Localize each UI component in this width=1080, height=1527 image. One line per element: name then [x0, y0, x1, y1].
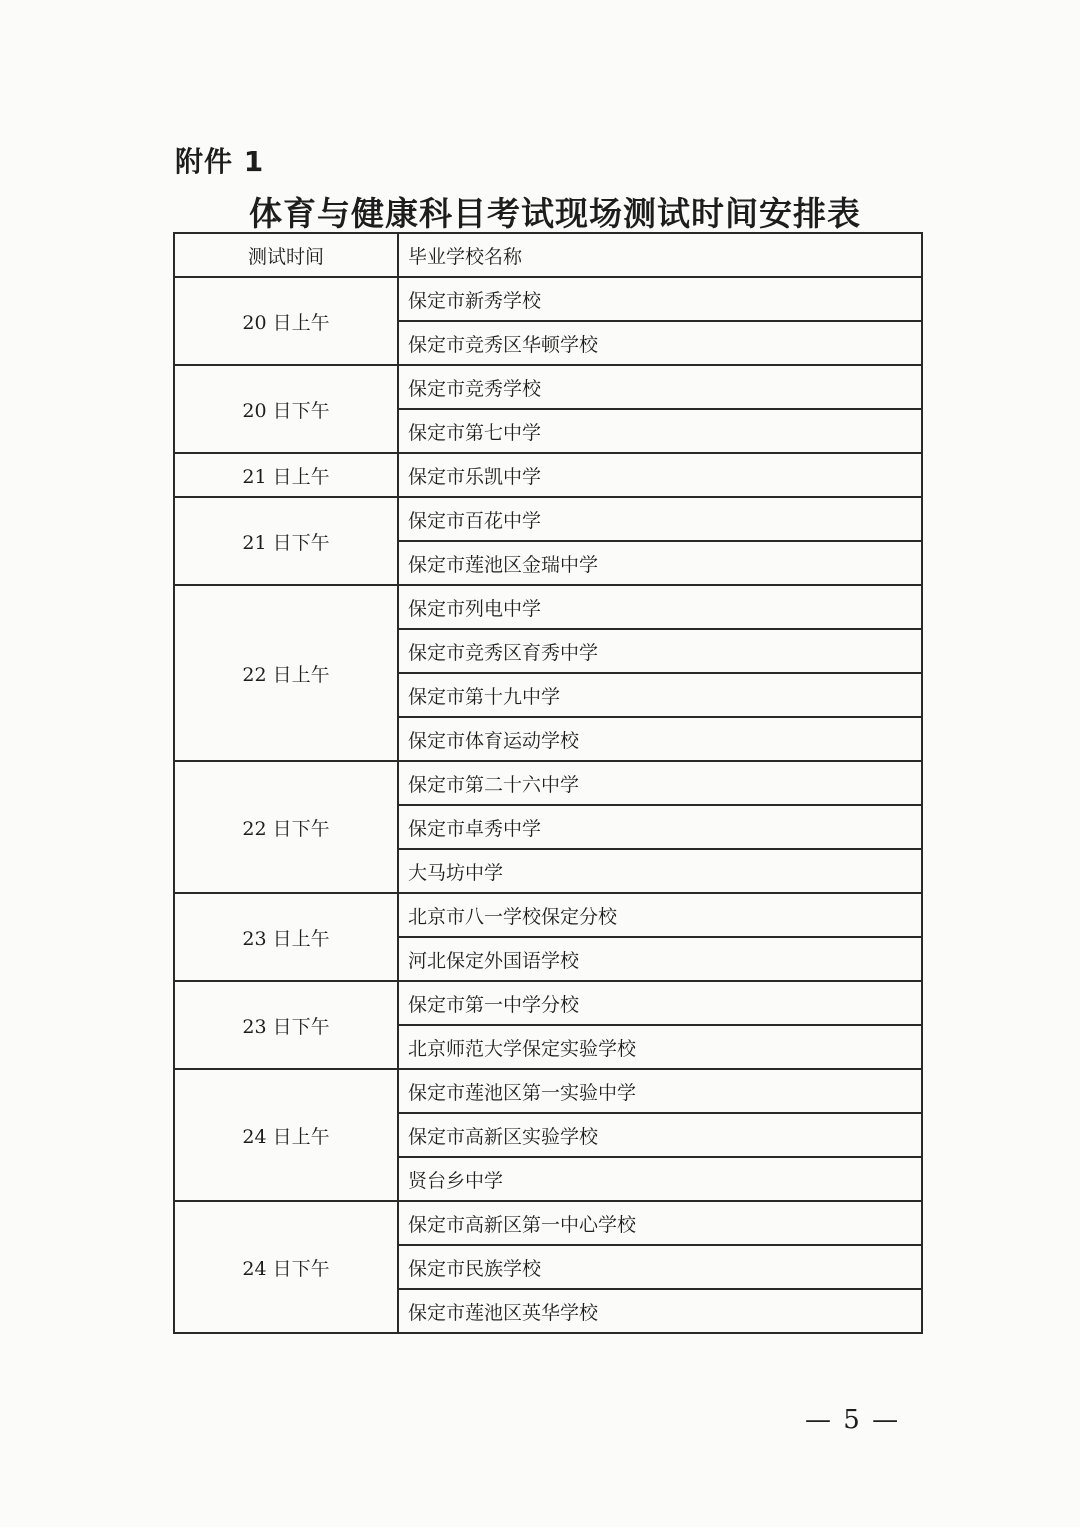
- table-row: [174, 497, 922, 541]
- table-header-row: [174, 233, 922, 277]
- school-name-cell: 保定市高新区实验学校: [398, 1113, 922, 1157]
- attachment-label: 附件 1: [175, 145, 265, 178]
- school-name-cell: 北京师范大学保定实验学校: [398, 1025, 922, 1069]
- test-time-cell: 22 日上午: [174, 585, 398, 761]
- school-name-cell: 保定市第一中学分校: [398, 981, 922, 1025]
- school-name-cell: 保定市卓秀中学: [398, 805, 922, 849]
- school-name-cell: 保定市百花中学: [398, 497, 922, 541]
- test-time-cell: 21 日上午: [174, 453, 398, 497]
- page-number: — 5 —: [805, 1405, 901, 1435]
- school-name-cell: 保定市竞秀学校: [398, 365, 922, 409]
- school-name-cell: 保定市第二十六中学: [398, 761, 922, 805]
- table-row: [174, 585, 922, 629]
- school-name-cell: 保定市第十九中学: [398, 673, 922, 717]
- school-name-cell: 保定市第七中学: [398, 409, 922, 453]
- school-name-cell: 保定市莲池区金瑞中学: [398, 541, 922, 585]
- schedule-table: [173, 232, 923, 1334]
- school-name-cell: 保定市体育运动学校: [398, 717, 922, 761]
- school-name-cell: 大马坊中学: [398, 849, 922, 893]
- table-row: [174, 981, 922, 1025]
- school-name-cell: 保定市列电中学: [398, 585, 922, 629]
- test-time-cell: 21 日下午: [174, 497, 398, 585]
- school-name-cell: 保定市高新区第一中心学校: [398, 1201, 922, 1245]
- school-name-cell: 北京市八一学校保定分校: [398, 893, 922, 937]
- table-row: [174, 893, 922, 937]
- school-name-cell: 保定市乐凯中学: [398, 453, 922, 497]
- test-time-cell: 20 日上午: [174, 277, 398, 365]
- table-row: [174, 277, 922, 321]
- school-name-cell: 贤台乡中学: [398, 1157, 922, 1201]
- test-time-cell: 23 日下午: [174, 981, 398, 1069]
- table-row: [174, 1069, 922, 1113]
- test-time-cell: 20 日下午: [174, 365, 398, 453]
- school-name-cell: 保定市民族学校: [398, 1245, 922, 1289]
- table-row: [174, 1201, 922, 1245]
- school-name-cell: 保定市竞秀区育秀中学: [398, 629, 922, 673]
- table-row: [174, 365, 922, 409]
- table-row: [174, 453, 922, 497]
- school-name-cell: 保定市莲池区英华学校: [398, 1289, 922, 1333]
- test-time-cell: 24 日下午: [174, 1201, 398, 1333]
- schedule-table-body: [174, 233, 922, 1333]
- table-row: [174, 761, 922, 805]
- school-name-cell: 保定市竞秀区华顿学校: [398, 321, 922, 365]
- column-header-time: 测试时间: [174, 233, 398, 277]
- test-time-cell: 24 日上午: [174, 1069, 398, 1201]
- page-title: 体育与健康科目考试现场测试时间安排表: [249, 194, 861, 233]
- test-time-cell: 23 日上午: [174, 893, 398, 981]
- school-name-cell: 保定市莲池区第一实验中学: [398, 1069, 922, 1113]
- column-header-school: 毕业学校名称: [398, 233, 922, 277]
- test-time-cell: 22 日下午: [174, 761, 398, 893]
- school-name-cell: 保定市新秀学校: [398, 277, 922, 321]
- school-name-cell: 河北保定外国语学校: [398, 937, 922, 981]
